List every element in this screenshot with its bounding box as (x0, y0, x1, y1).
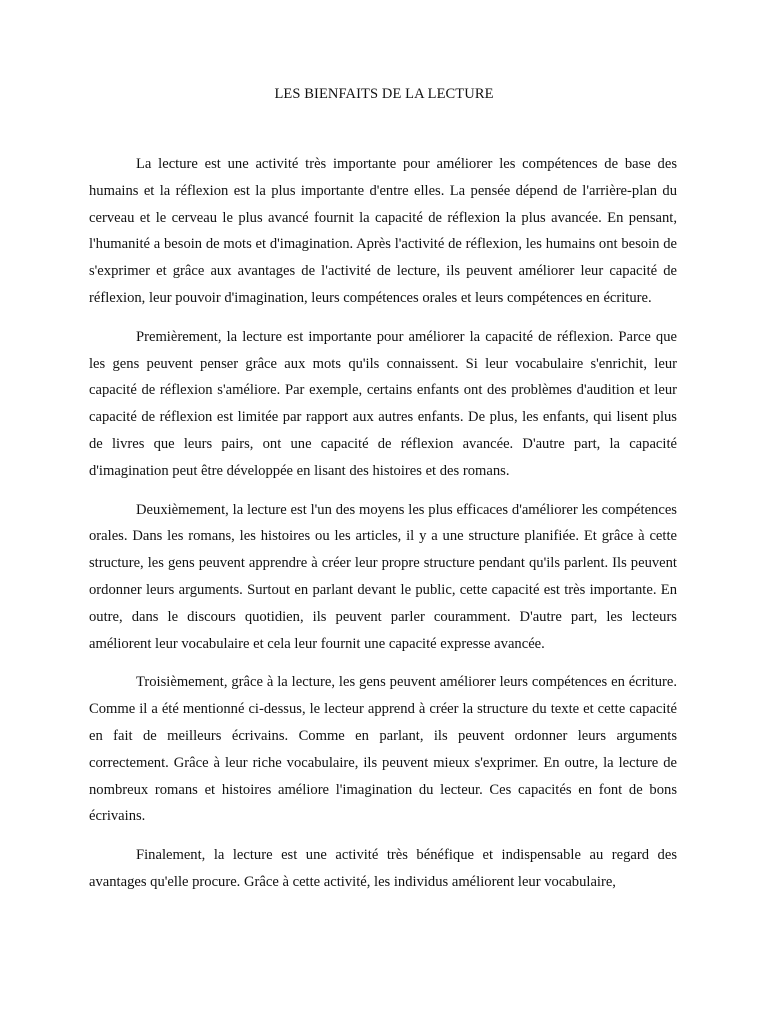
paragraph-intro: La lecture est une activité très importante pour améliorer les compétences de base des humains et la réflexion est la plus importante d'entre elles. La pensée dépend de l'arrière-plan du cerveau et le cerveau le plus avancé fournit la capacité de réflexion la plus avancée. En pensant, l'humanité a besoin de mots et d'imagination. Après l'activité de réflexion, les humains ont besoin de s'exprimer et grâce aux avantages de l'activité de lecture, ils peuvent améliorer leur capacité de réflexion, leur pouvoir d'imagination, leurs compétences orales et leurs compétences en écriture. (89, 156, 677, 306)
paragraph-second-point: Deuxièmement, la lecture est l'un des moyens les plus efficaces d'améliorer les compétences orales. Dans les romans, les histoires ou les articles, il y a une structure planifiée. Et grâce à cette structure, les gens peuvent apprendre à créer leur propre structure pendant qu'ils parlent. Ils peuvent ordonner leurs arguments. Surtout en parlant devant le public, cette capacité est très importante. En outre, dans le discours quotidien, ils peuvent parler couramment. D'autre part, les lecteurs améliorent leur vocabulaire et cela leur fournit une capacité expresse avancée. (89, 501, 677, 652)
paragraph-third-point: Troisièmement, grâce à la lecture, les gens peuvent améliorer leurs compétences en écriture. Comme il a été mentionné ci-dessus, le lecteur apprend à créer la structure du texte et cette capacité en fait de meilleurs écrivains. Comme en parlant, ils peuvent ordonner leurs arguments correctement. Grâce à leur riche vocabulaire, ils peuvent mieux s'exprimer. En outre, la lecture de nombreux romans et histoires améliore l'imagination du lecteur. Ces capacités en font de bons écrivains. (89, 674, 677, 825)
paragraph-conclusion: Finalement, la lecture est une activité très bénéfique et indispensable au regard des avantages qu'elle procure. Grâce à cette activité, les individus améliorent leur vocabulaire, (89, 847, 677, 890)
paragraph-first-point: Premièrement, la lecture est importante pour améliorer la capacité de réflexion. Parce que les gens peuvent penser grâce aux mots qu'ils connaissent. Si leur vocabulaire s'enrichit, leur capacité de réflexion s'améliore. Par exemple, certains enfants ont des problèmes d'audition et leur capacité de réflexion est limitée par rapport aux autres enfants. De plus, les enfants, qui lisent plus de livres que leurs pairs, ont une capacité de réflexion avancée. D'autre part, la capacité d'imagination peut être développée en lisant des histoires et des romans. (89, 328, 677, 479)
document-title: LES BIENFAITS DE LA LECTURE (274, 86, 494, 102)
document-body (89, 151, 677, 908)
